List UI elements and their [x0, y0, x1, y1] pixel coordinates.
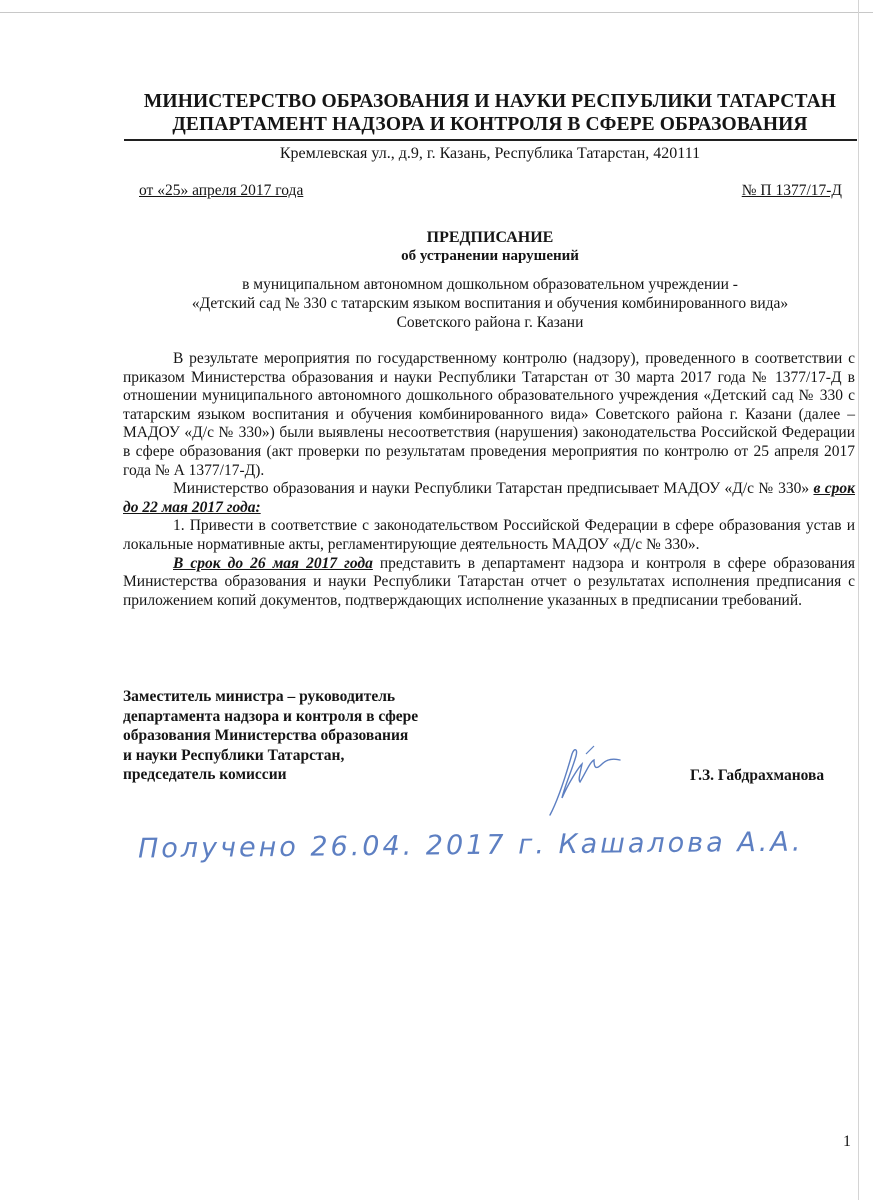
- body-paragraph: 1. Привести в соответствие с законодательством Российской Федерации в сфере образования устав и локальные нормативные акты, регламентирующие деятельность МАДОУ «Д/с № 330».: [123, 517, 855, 553]
- ministry-title: МИНИСТЕРСТВО ОБРАЗОВАНИЯ И НАУКИ РЕСПУБЛИКИ ТАТАРСТАН: [143, 91, 837, 112]
- paragraph-text: представить в департамент надзора и контроля в сфере образования Министерства образования и науки Республики Татарстан отчет о результатах исполнения предписания с приложением копий документов, подтверждающих исполнение указанных в предписании требований.: [123, 554, 855, 609]
- document-title-block: [120, 228, 860, 332]
- page-number: 1: [843, 1133, 851, 1150]
- body-paragraph: В результате мероприятия по государственному контролю (надзору), проведенного в соответствии с приказом Министерства образования и науки Республики Татарстан от 30 марта 2017 года № 1377/17-Д в отношении муниципального автономного дошкольного образовательного учреждения «Детский сад № 330 с татарским языком воспитания и обучения комбинированного вида» Советского района г. Казани (далее – МАДОУ «Д/с № 330») были выявлены несоответствия (нарушения) законодательства Российской Федерации в сфере образования (акт проверки по результатам проведения мероприятия по контролю от 25 апреля 2017 года № А 1377/17-Д).: [123, 350, 855, 479]
- handwritten-signature-icon: [520, 740, 650, 820]
- paragraph-text: Министерство образования и науки Республики Татарстан предписывает МАДОУ «Д/с № 330»: [173, 480, 810, 498]
- signatory-name: Г.З. Габдрахманова: [690, 767, 825, 784]
- document-title: ПРЕДПИСАНИЕ: [426, 229, 554, 246]
- letterhead: [120, 90, 860, 163]
- deadline-emphasis: в срок до 22 мая 2017 года:: [123, 480, 856, 516]
- scan-edge-right: [858, 0, 859, 1200]
- document-date: от «25» апреля 2017 года: [139, 182, 304, 199]
- institution-line: Советского района г. Казани: [396, 314, 584, 331]
- position-line: департамента надзора и контроля в сфере: [123, 707, 419, 725]
- letterhead-address: Кремлевская ул., д.9, г. Казань, Республика Татарстан, 420111: [279, 145, 701, 162]
- institution-line: в муниципальном автономном дошкольном образовательном учреждении -: [242, 276, 738, 293]
- position-line: председатель комиссии: [123, 766, 287, 783]
- deadline-emphasis: В срок до 26 мая 2017 года: [173, 554, 373, 572]
- position-line: и науки Республики Татарстан,: [123, 746, 345, 764]
- signatory-position: [123, 687, 453, 785]
- receipt-note: Получено 26.04. 2017 г. Кашалова А.А.: [137, 826, 804, 865]
- position-line: образования Министерства образования: [123, 727, 409, 744]
- scan-edge-top: [0, 12, 873, 13]
- department-title: ДЕПАРТАМЕНТ НАДЗОРА И КОНТРОЛЯ В СФЕРЕ ОБРАЗОВАНИЯ: [172, 114, 808, 135]
- institution-line: «Детский сад № 330 с татарским языком воспитания и обучения комбинированного вида»: [191, 295, 789, 312]
- position-line: Заместитель министра – руководитель: [123, 688, 396, 705]
- document-number: № П 1377/17-Д: [741, 182, 842, 199]
- body-paragraph: [123, 555, 855, 611]
- letterhead-divider: [124, 139, 857, 141]
- institution-name: [120, 275, 860, 332]
- document-body: [123, 350, 855, 610]
- body-paragraph: [123, 480, 855, 517]
- document-subtitle: об устранении нарушений: [401, 248, 579, 264]
